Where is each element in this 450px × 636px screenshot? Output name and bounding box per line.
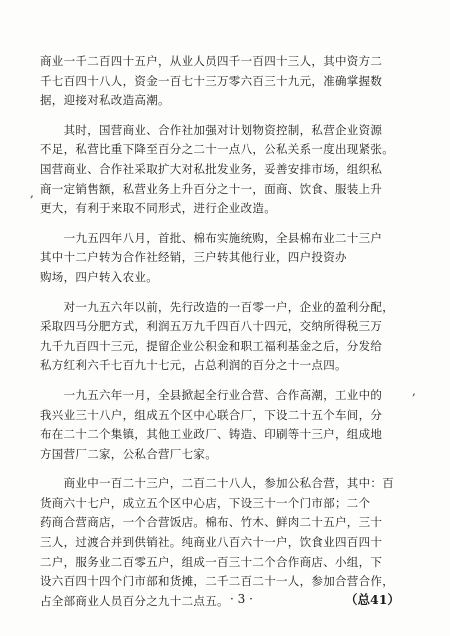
paragraph-gap	[40, 464, 430, 474]
text-line: 二户，服务业二百零五户，组成一百三十二个合作商店、小组，下	[40, 554, 383, 569]
text-line: 商业一千二百四十五户，从业人员四千一百四十三人，其中资方二	[40, 54, 383, 68]
paragraph-gap	[40, 219, 430, 229]
paragraph-gap	[40, 288, 430, 298]
paragraph-gap	[40, 111, 430, 121]
paragraph	[40, 52, 430, 111]
page-footer	[0, 590, 450, 612]
text-line: 更大，有利于来取不同形式，进行企业改造。	[40, 201, 276, 216]
text-line: 九千九百四十三元，提留企业公积金和职工福利基金之后，分发给	[40, 338, 383, 353]
text-line: 私方红利六千七百九十七元，占总利润的百分之十一点四。	[40, 358, 347, 373]
text-line: 采取四马分肥方式，利润五万九千四百八十四元，交纳所得税三万	[40, 319, 383, 334]
document-body	[40, 52, 430, 611]
text-line: 药商合营商店，一个合营饭店。棉布、竹木、鲜肉二十五户，三十	[40, 515, 383, 530]
text-line: 不足，私营比重下降至百分之二十一点八，公私关系一度出现紧张。	[40, 142, 394, 157]
page-number: · 3 ·	[230, 592, 253, 606]
text-line: 货商六十七户，成立五个区中心店，下设三十一个门市部；二个	[40, 495, 371, 510]
text-line: 千七百四十八人，资金一百七十三万零六百三十九元，准确掌握数	[40, 73, 383, 88]
text-line: 国营商业、合作社采取扩大对私批发业务，妥善安排市场，组织私	[40, 161, 383, 176]
text-line: 对一九五六年以前，先行改造的一百零一户，企业的盈利分配，	[40, 299, 394, 314]
text-line: 我兴业三十八户，组成五个区中心联合厂，下设二十五个车间，分	[40, 407, 383, 422]
margin-mark: ,	[30, 186, 34, 200]
total-page-number: （总41）	[345, 592, 400, 607]
paragraph-gap	[40, 376, 430, 386]
text-line: 商一定销售额，私营业务上升百分之十一，面商、饮食、服装上升	[40, 181, 383, 196]
paragraph	[40, 229, 430, 288]
text-line: 三人，过渡合并到供销社。纯商业八百六十一户，饮食业四百四十	[40, 535, 383, 550]
text-line: 其时，国营商业、合作社加强对计划物资控制，私营企业资源	[40, 122, 383, 137]
text-line: 购场，四户转入农业。	[40, 269, 158, 284]
text-line: 一九五四年八月，首批、棉布实施统购，全县棉布业二十三户	[40, 230, 383, 245]
paragraph	[40, 298, 430, 376]
text-line: 一九五六年一月，全县掀起全行业合营、合作高潮，工业中的	[40, 387, 383, 402]
text-line: 占全部商业人员百分之九十二点五。	[40, 593, 229, 608]
text-line: 商业中一百二十三户，二百二十八人，参加公私合营，其中：百	[40, 476, 394, 491]
text-line: 其中十二户转为合作社经销，三户转其他行业，四户投资办	[40, 250, 347, 265]
paragraph	[40, 386, 430, 464]
text-line: 设六百四十四个门市部和货摊，二千二百二十一人，参加合营合作，	[40, 574, 394, 589]
margin-mark: ,	[412, 384, 416, 398]
text-line: 方国营厂二家，公私合营厂七家。	[40, 446, 217, 461]
paragraph	[40, 121, 430, 219]
text-line: 布在二十二个集镇，其他工业政厂、铸造、印刷等十三户，组成地	[40, 427, 383, 442]
text-line: 据，迎接对私改造高潮。	[40, 93, 170, 108]
